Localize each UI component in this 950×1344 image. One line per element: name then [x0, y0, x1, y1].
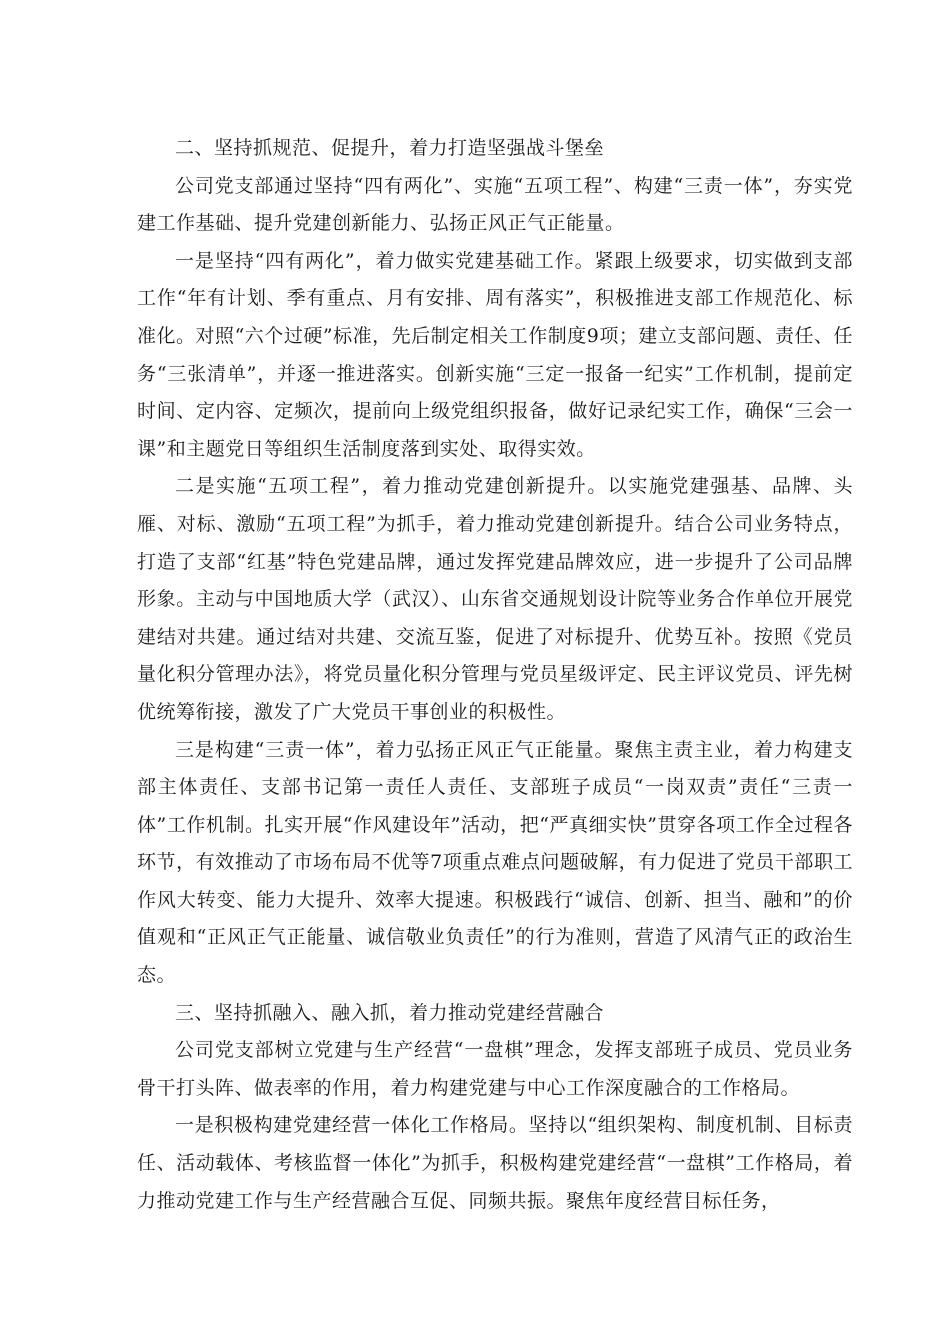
- document-page: [137, 130, 853, 1220]
- section-heading-2: 二、坚持抓规范、促提升，着力打造坚强战斗堡垒: [175, 137, 605, 159]
- paragraph-item-2: 二是实施“五项工程”，着力推动党建创新提升。以实施党建强基、品牌、头雁、对标、激励“五项工程”为抓手，着力推动党建创新提升。结合公司业务特点，打造了支部“红基”特色党建品牌，通过发挥党建品牌效应，进一步提升了公司品牌形象。主动与中国地质大学（武汉）、山东省交通规划设计院等业务合作单位开展党建结对共建。通过结对共建、交流互鉴，促进了对标提升、优势互补。按照《党员量化积分管理办法》，将党员量化积分管理与党员星级评定、民主评议党员、评先树优统筹衔接，激发了广大党员干事创业的积极性。: [137, 475, 853, 723]
- paragraph-item-1: 一是坚持“四有两化”，着力做实党建基础工作。紧跟上级要求，切实做到支部工作“年有计划、季有重点、月有安排、周有落实”，积极推进支部工作规范化、标准化。对照“六个过硬”标准，先后制定相关工作制度9项；建立支部问题、责任、任务“三张清单”，并逐一推进落实。创新实施“三定一报备一纪实”工作机制，提前定时间、定内容、定频次，提前向上级党组织报备，做好记录纪实工作，确保“三会一课”和主题党日等组织生活制度落到实处、取得实效。: [137, 249, 853, 460]
- paragraph-intro-2: 公司党支部通过坚持“四有两化”、实施“五项工程”、构建“三责一体”，夯实党建工作基础、提升党建创新能力、弘扬正风正气正能量。: [137, 174, 853, 235]
- paragraph-intro-3: 公司党支部树立党建与生产经营“一盘棋”理念，发挥支部班子成员、党员业务骨干打头阵、做表率的作用，着力构建党建与中心工作深度融合的工作格局。: [137, 1039, 853, 1099]
- section-heading-3: 三、坚持抓融入、融入抓，着力推动党建经营融合: [175, 1001, 605, 1024]
- paragraph-item-3: 三是构建“三责一体”，着力弘扬正风正气正能量。聚焦主责主业，着力构建支部主体责任、支部书记第一责任人责任、支部班子成员“一岗双责”责任“三责一体”工作机制。扎实开展“作风建设年”活动，把“严真细实快”贯穿各项工作全过程各环节，有效推动了市场布局不优等7项重点难点问题破解，有力促进了党员干部职工作风大转变、能力大提升、效率大提速。积极践行“诚信、创新、担当、融和”的价值观和“正风正气正能量、诚信敬业负责任”的行为准则，营造了风清气正的政治生态。: [137, 738, 853, 987]
- paragraph-item-4: 一是积极构建党建经营一体化工作格局。坚持以“组织架构、制度机制、目标责任、活动载体、考核监督一体化”为抓手，积极构建党建经营“一盘棋”工作格局，着力推动党建工作与生产经营融合互促、同频共振。聚焦年度经营目标任务，: [137, 1114, 853, 1212]
